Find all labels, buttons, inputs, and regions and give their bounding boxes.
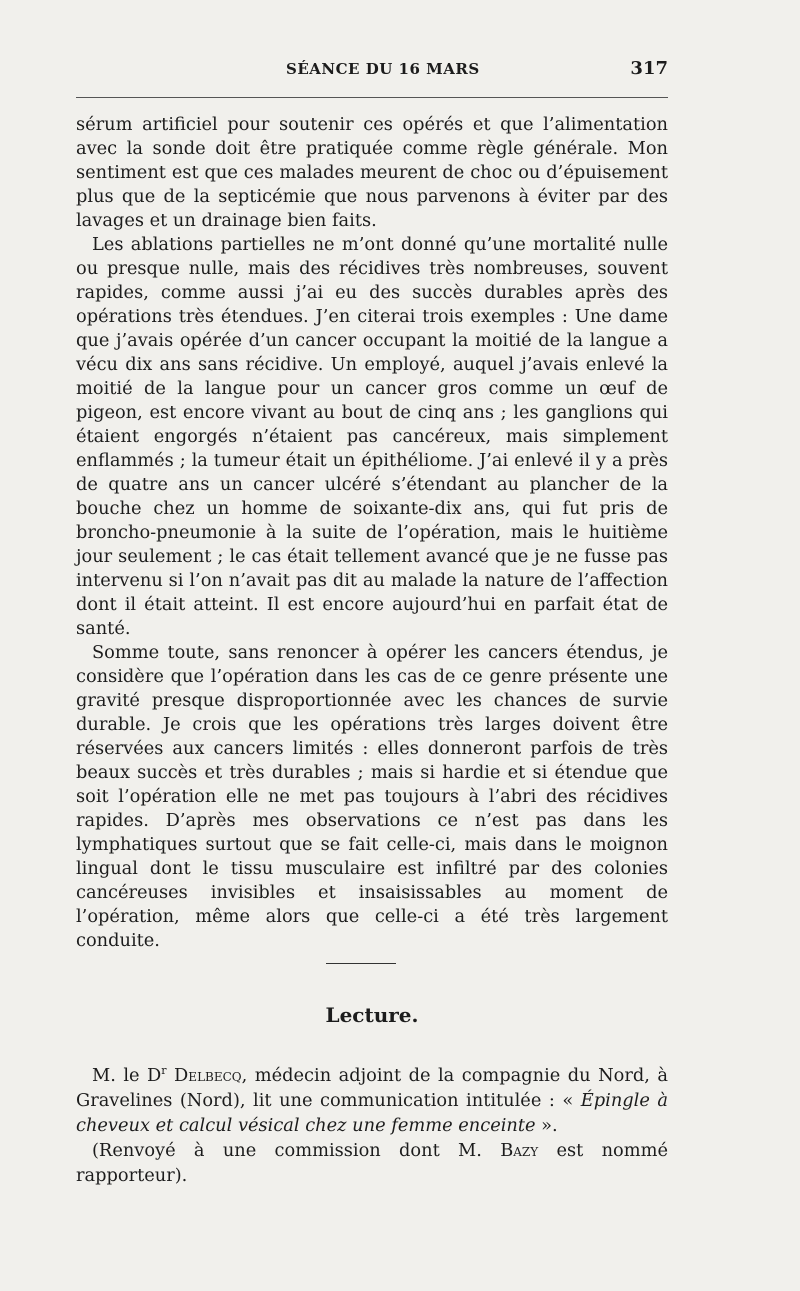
lecture-end: ». — [535, 1115, 558, 1136]
section-title: Lecture. — [325, 1003, 419, 1027]
author-name: Delbecq — [174, 1065, 242, 1086]
body-text — [76, 113, 668, 953]
running-header — [76, 58, 668, 88]
header-title: SÉANCE DU 16 MARS — [286, 60, 480, 78]
lecture-text: , médecin adjoint de la compagnie du Nord, à Gravelines (Nord), lit une communication intitulée : « — [76, 1065, 668, 1111]
paragraph-ablations: Les ablations partielles ne m’ont donné qu’une mortalité nulle ou presque nulle, mais des récidives très nombreuses, souvent rapides, comme aussi j’ai eu des succès durables après des opérations très étendues. J’en citerai trois exemples : Une dame que j’avais opérée d’un cancer occupant la moitié de la langue a vécu dix ans sans récidive. Un employé, auquel j’avais enlevé la moitié de la langue pour un cancer gros comme un œuf de pigeon, est encore vivant au bout de cinq ans ; les ganglions qui étaient engorgés n’étaient pas cancéreux, mais simplement enflammés ; la tumeur était un épithéliome. J’ai enlevé il y a près de quatre ans un cancer ulcéré s’étendant au plancher de la bouche chez un homme de soixante-dix ans, qui fut pris de broncho-pneumonie à la suite de l’opération, mais le huitième jour seulement ; le cas était tellement avancé que je ne fusse pas intervenu si l’on n’avait pas dit au malade la nature de l’affection dont il était atteint. Il est encore aujourd’hui en parfait état de santé. — [76, 234, 668, 639]
rapporteur-name: Bazy — [500, 1140, 539, 1161]
referral-prefix: (Renvoyé à une commission dont M. — [92, 1140, 501, 1161]
lecture-paragraph — [76, 1063, 668, 1138]
communication-title: Épingle à cheveux et calcul vésical chez une femme enceinte — [76, 1090, 668, 1136]
header-rule — [76, 97, 668, 98]
lecture-prefix: M. le D — [92, 1065, 162, 1086]
paragraph-conclusion: Somme toute, sans renoncer à opérer les cancers étendus, je considère que l’opération dans les cas de ce genre présente une gravité presque disproportionnée avec les chances de survie durable. Je crois que les opérations très larges doivent être réservées aux cancers limités : elles donneront parfois de très beaux succès et très durables ; mais si hardie et si étendue que soit l’opération elle ne met pas toujours à l’abri des récidives rapides. D’après mes observations ce n’est pas dans les lymphatiques surtout que se fait celle-ci, mais dans le moignon lingual dont le tissu musculaire est infiltré par des colonies cancéreuses invisibles et insaisissables au moment de l’opération, même alors que celle-ci a été très largement conduite. — [76, 642, 668, 951]
separator-rule — [326, 963, 396, 964]
lecture-section — [76, 1063, 668, 1188]
referral-end: est nommé rapporteur). — [76, 1140, 668, 1186]
page-number: 317 — [630, 58, 668, 79]
paragraph-continued: sérum artificiel pour soutenir ces opérés et que l’alimentation avec la sonde doit être pratiquée comme règle générale. Mon sentiment est que ces malades meurent de choc ou d’épuisement plus que de la septicémie que nous parvenons à éviter par des lavages et un drainage bien faits. — [76, 114, 668, 231]
referral-paragraph — [76, 1138, 668, 1188]
title-superscript: r — [161, 1064, 167, 1078]
